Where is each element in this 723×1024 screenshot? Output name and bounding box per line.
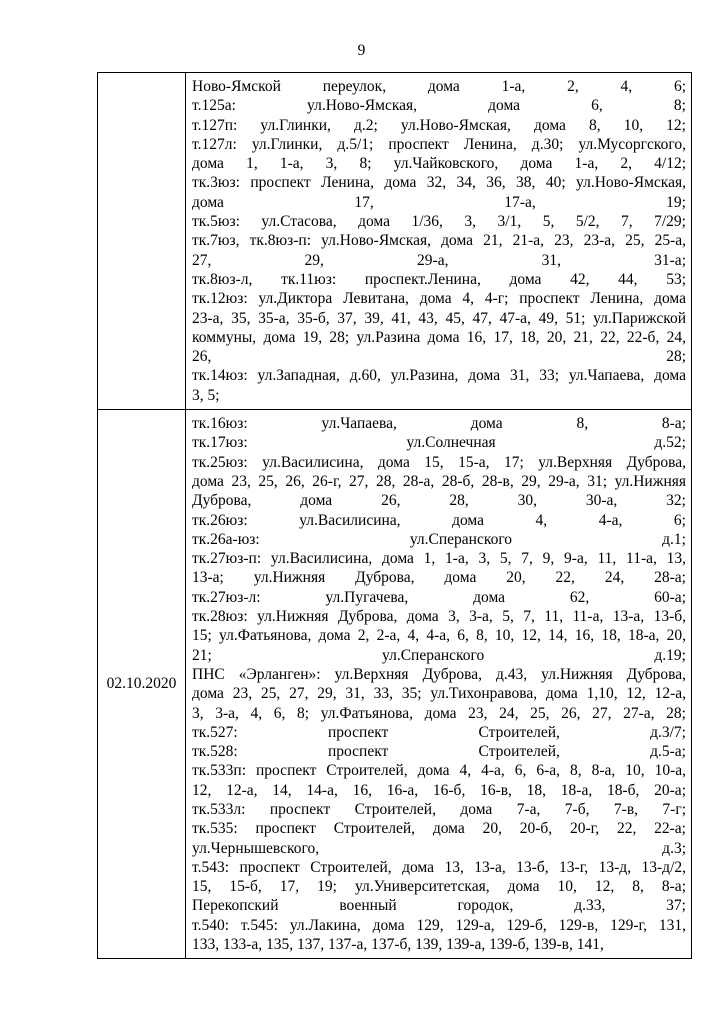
address-line: 23-а, 35, 35-а, 35-б, 37, 39, 41, 43, 45, 47, 47-а, 49, 51; ул.Парижской [192,309,686,327]
address-cell [186,73,692,410]
address-line: Дуброва, дома 26, 28, 30, 30-а, 32; [192,492,686,510]
address-line: 15, 15-б, 17, 19; ул.Университетская, дома 10, 12, 8, 8-а; [192,878,686,896]
address-line: тк.25юз: ул.Василисина, дома 15, 15-а, 17; ул.Верхняя Дуброва, [192,453,686,471]
address-line: Перекопский военный городок, д.33, 37; [192,897,686,915]
address-line: коммуны, дома 19, 28; ул.Разина дома 16, 17, 18, 20, 21, 22, 22-б, 24, [192,328,686,346]
address-line: тк.27юз-л: ул.Пугачева, дома 62, 60-а; [192,588,686,606]
address-line: тк.533л: проспект Строителей, дома 7-а, 7-б, 7-в, 7-г; [192,800,686,818]
address-line: тк.28юз: ул.Нижняя Дуброва, дома 3, 3-а, 5, 7, 11, 11-а, 13-а, 13-б, [192,608,686,626]
address-line: ул.Чернышевского, д.3; [192,839,686,857]
address-line: тк.27юз-п: ул.Василисина, дома 1, 1-а, 3, 5, 7, 9, 9-а, 11, 11-а, 13, [192,550,686,568]
address-line: дома 23, 25, 26, 26-г, 27, 28, 28-а, 28-б, 28-в, 29, 29-а, 31; ул.Нижняя [192,472,686,490]
address-line: 13-а; ул.Нижняя Дуброва, дома 20, 22, 24, 28-а; [192,569,686,587]
address-line: тк.527: проспект Строителей, д.3/7; [192,723,686,741]
page-number: 9 [357,42,366,59]
address-line: 27, 29, 29-а, 31, 31-а; [192,251,686,269]
address-line: 3, 3-а, 4, 6, 8; ул.Фатьянова, дома 23, 24, 25, 26, 27, 27-а, 28; [192,704,686,722]
date-cell: 02.10.2020 [98,410,186,959]
address-line: 15; ул.Фатьянова, дома 2, 2-а, 4, 4-а, 6, 8, 10, 12, 14, 16, 18, 18-а, 20, [192,627,686,645]
address-line: ПНС «Эрланген»: ул.Верхняя Дуброва, д.43, ул.Нижняя Дуброва, [192,665,686,683]
address-line: тк.26юз: ул.Василисина, дома 4, 4-а, 6; [192,511,686,529]
address-line: тк.7юз, тк.8юз-п: ул.Ново-Ямская, дома 21, 21-а, 23, 23-а, 25, 25-а, [192,232,686,250]
address-line: тк.26а-юз: ул.Сперанского д.1; [192,530,686,548]
address-line: т.127п: ул.Глинки, д.2; ул.Ново-Ямская, дома 8, 10, 12; [192,116,686,134]
address-line: дома 23, 25, 27, 29, 31, 33, 35; ул.Тихонравова, дома 1,10, 12, 12-а, [192,685,686,703]
table-body [98,73,692,959]
address-line: тк.528: проспект Строителей, д.5-а; [192,743,686,761]
address-line: тк.535: проспект Строителей, дома 20, 20-б, 20-г, 22, 22-а; [192,820,686,838]
address-line: 26, 28; [192,348,686,366]
address-line: Ново-Ямской переулок, дома 1-а, 2, 4, 6; [192,78,686,95]
address-line: т.540: т.545: ул.Лакина, дома 129, 129-а, 129-б, 129-в, 129-г, 131, [192,916,686,934]
address-line: тк.12юз: ул.Диктора Левитана, дома 4, 4-г; проспект Ленина, дома [192,290,686,308]
date-cell [98,73,186,410]
address-line: тк.533п: проспект Строителей, дома 4, 4-а, 6, 6-а, 8, 8-а, 10, 10-а, [192,762,686,780]
address-line: тк.14юз: ул.Западная, д.60, ул.Разина, дома 31, 33; ул.Чапаева, дома [192,367,686,385]
address-line: тк.8юз-л, тк.11юз: проспект.Ленина, дома 42, 44, 53; [192,270,686,288]
address-line: т.543: проспект Строителей, дома 13, 13-а, 13-б, 13-г, 13-д, 13-д/2, [192,858,686,876]
table-row [98,410,692,959]
address-line: дома 17, 17-а, 19; [192,193,686,211]
address-line: тк.17юз: ул.Солнечная д.52; [192,434,686,452]
address-line: 133, 133-а, 135, 137, 137-а, 137-б, 139, 139-а, 139-б, 139-в, 141, [192,936,604,954]
address-line: 21; ул.Сперанского д.19; [192,646,686,664]
address-cell [186,410,692,959]
table-row [98,73,692,410]
address-line: 3, 5; [192,386,220,404]
address-line: 12, 12-а, 14, 14-а, 16, 16-а, 16-б, 16-в, 18, 18-а, 18-б, 20-а; [192,781,686,799]
address-line: тк.5юз: ул.Стасова, дома 1/36, 3, 3/1, 5, 5/2, 7, 7/29; [192,213,686,231]
schedule-table [97,72,692,959]
address-line: тк.3юз: проспект Ленина, дома 32, 34, 36, 38, 40; ул.Ново-Ямская, [192,174,686,192]
address-line: т.127л: ул.Глинки, д.5/1; проспект Ленина, д.30; ул.Мусоргского, [192,135,686,153]
address-line: дома 1, 1-а, 3, 8; ул.Чайковского, дома 1-а, 2, 4/12; [192,155,686,173]
address-line: тк.16юз: ул.Чапаева, дома 8, 8-а; [192,415,686,433]
address-line: т.125а: ул.Ново-Ямская, дома 6, 8; [192,97,686,115]
